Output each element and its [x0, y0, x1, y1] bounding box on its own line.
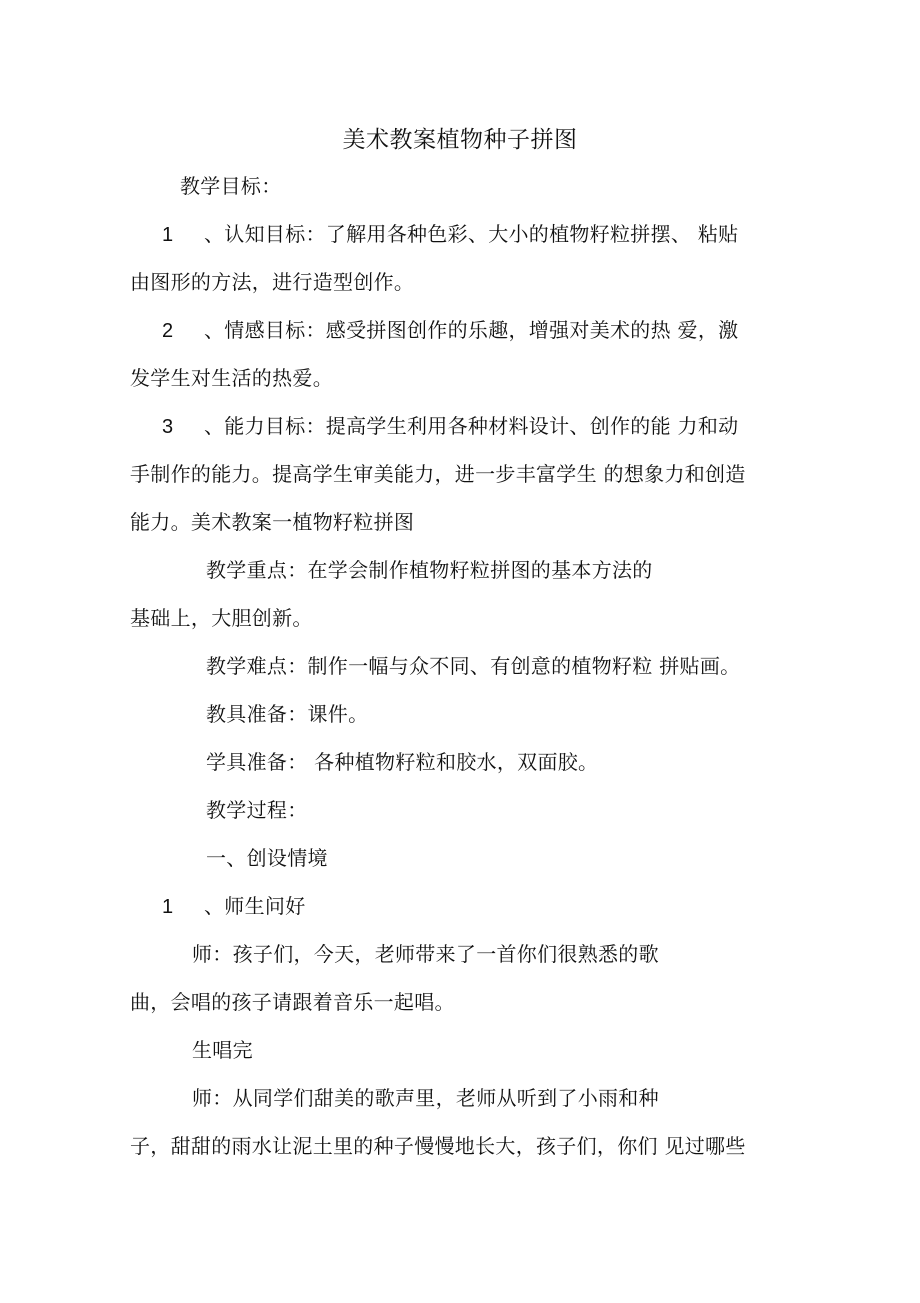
- objectives-heading: 教学目标：: [180, 174, 282, 198]
- objective-3-number: 3: [162, 416, 174, 438]
- process-heading: 教学过程：: [206, 798, 308, 822]
- objective-1-line-1: [162, 222, 738, 247]
- difficulty-line: 教学难点：制作一幅与众不同、有创意的植物籽粒 拼贴画。: [206, 654, 741, 678]
- objective-1-number: 1: [162, 224, 174, 246]
- teacher-speech-2-line-2: 子，甜甜的雨水让泥土里的种子慢慢地长大，孩子们，你们 见过哪些: [130, 1134, 746, 1158]
- objective-3-line-2: 手制作的能力。提高学生审美能力，进一步丰富学生 的想象力和创造: [130, 462, 746, 486]
- step-1-text: 、师生问好: [204, 894, 306, 918]
- objective-1-line-2: 由图形的方法，进行造型创作。: [130, 270, 415, 294]
- objective-3-text: 、能力目标：提高学生利用各种材料设计、创作的能 力和动: [204, 414, 739, 438]
- key-point-line-1: 教学重点：在学会制作植物籽粒拼图的基本方法的: [206, 558, 653, 582]
- teacher-speech-1-line-2: 曲，会唱的孩子请跟着音乐一起唱。: [130, 990, 455, 1014]
- objective-2-line-2: 发学生对生活的热爱。: [130, 366, 333, 390]
- teacher-speech-2-line-1: 师：从同学们甜美的歌声里，老师从听到了小雨和种: [192, 1086, 659, 1110]
- section-1-heading: 一、创设情境: [206, 846, 328, 870]
- step-1-number: 1: [162, 896, 174, 918]
- objective-2-line-1: [162, 318, 738, 343]
- teacher-prep-line: 教具准备：课件。: [206, 702, 369, 726]
- objective-3-line-3: 能力。美术教案一植物籽粒拼图: [130, 510, 415, 534]
- objective-2-number: 2: [162, 320, 174, 342]
- key-point-line-2: 基础上，大胆创新。: [130, 606, 313, 630]
- step-1-line: [162, 894, 306, 919]
- teacher-speech-1-line-1: 师：孩子们，今天，老师带来了一首你们很熟悉的歌: [192, 942, 659, 966]
- objective-1-text: 、认知目标：了解用各种色彩、大小的植物籽粒拼摆、 粘贴: [204, 222, 739, 246]
- student-prep-line: 学具准备： 各种植物籽粒和胶水，双面胶。: [206, 750, 599, 774]
- document-title: 美术教案植物种子拼图: [342, 127, 578, 153]
- objective-2-text: 、情感目标：感受拼图创作的乐趣，增强对美术的热 爱，激: [204, 318, 739, 342]
- students-sing-line: 生唱完: [192, 1038, 253, 1062]
- objective-3-line-1: [162, 414, 738, 439]
